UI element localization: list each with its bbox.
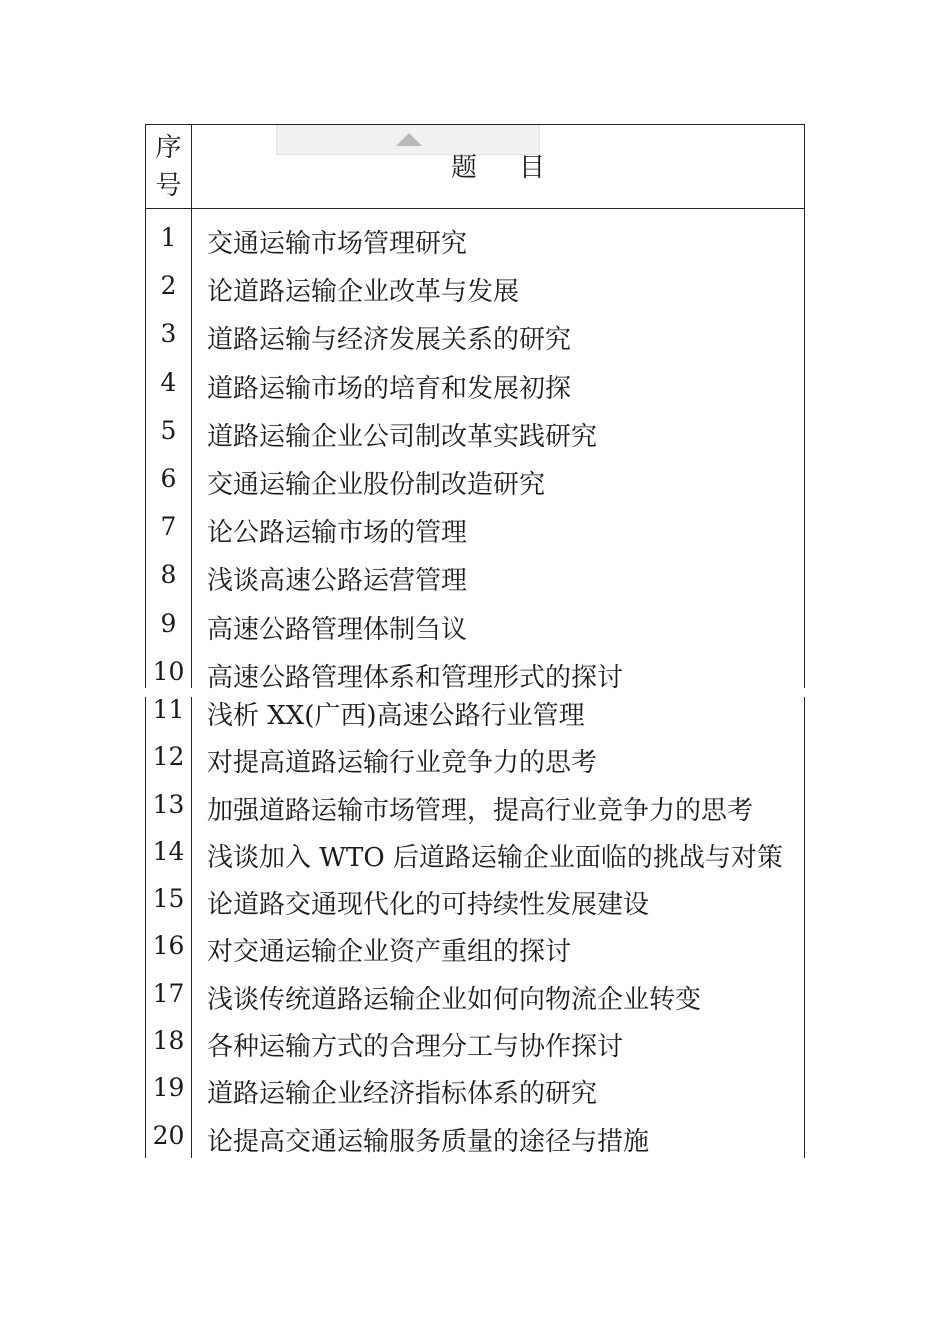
row-number: 6 — [160, 463, 177, 493]
row-number: 3 — [160, 319, 177, 349]
row-title: 论公路运输市场的管理 — [207, 518, 468, 549]
header-number-label — [146, 129, 191, 205]
row-number: 16 — [152, 931, 185, 961]
row-title: 道路运输与经济发展关系的研究 — [207, 325, 572, 356]
header-number-line-1: 序 — [155, 133, 182, 163]
table-row — [146, 601, 804, 649]
row-number: 7 — [160, 512, 177, 542]
row-title: 论提高交通运输服务质量的途径与措施 — [207, 1126, 650, 1157]
row-title: 论道路交通现代化的可持续性发展建设 — [207, 890, 650, 921]
row-number: 19 — [152, 1073, 185, 1103]
row-title: 对交通运输企业资产重组的探讨 — [207, 937, 572, 968]
table-row — [146, 687, 804, 734]
table-row — [146, 552, 804, 600]
table-row — [146, 923, 804, 970]
row-title: 浅析 XX(广西)高速公路行业管理 — [207, 701, 585, 731]
row-title: 浅谈高速公路运营管理 — [207, 566, 468, 597]
up-arrow-icon[interactable] — [396, 133, 422, 146]
table-row — [146, 1113, 804, 1160]
row-title: 浅谈传统道路运输企业如何向物流企业转变 — [207, 984, 702, 1015]
row-title: 浅谈加入 WTO 后道路运输企业面临的挑战与对策 — [207, 842, 783, 873]
table-row — [146, 408, 804, 456]
row-title: 对提高道路运输行业竞争力的思考 — [207, 748, 598, 779]
row-number: 20 — [152, 1120, 185, 1150]
table-row — [146, 360, 804, 408]
row-title: 论道路运输企业改革与发展 — [207, 277, 520, 308]
row-title: 高速公路管理体制刍议 — [207, 614, 468, 645]
table-header — [146, 125, 804, 209]
row-title: 道路运输市场的培育和发展初探 — [207, 373, 572, 404]
table-row — [146, 734, 804, 781]
table-body-part-1 — [146, 215, 804, 697]
table-row — [146, 456, 804, 504]
row-number: 2 — [160, 271, 177, 301]
row-title: 交通运输企业股份制改造研究 — [207, 469, 546, 500]
table-row — [146, 782, 804, 829]
table-row — [146, 876, 804, 923]
row-number: 11 — [152, 695, 185, 724]
row-number: 4 — [160, 367, 177, 397]
row-number: 14 — [152, 836, 185, 866]
table-row — [146, 311, 804, 359]
row-title: 道路运输企业经济指标体系的研究 — [207, 1079, 598, 1110]
row-number: 12 — [152, 742, 185, 772]
topic-table-part-1 — [145, 124, 805, 693]
table-row — [146, 215, 804, 263]
table-row — [146, 971, 804, 1018]
table-row — [146, 263, 804, 311]
row-number: 15 — [152, 884, 185, 914]
table-row — [146, 504, 804, 552]
table-body-part-2 — [146, 687, 804, 1160]
row-title: 交通运输市场管理研究 — [207, 229, 468, 259]
row-number: 13 — [152, 789, 185, 819]
row-title: 加强道路运输市场管理，提高行业竞争力的思考 — [207, 795, 754, 826]
topic-table-part-2 — [145, 697, 805, 1158]
table-row — [146, 1065, 804, 1112]
row-number: 18 — [152, 1026, 185, 1056]
row-number: 10 — [152, 656, 185, 686]
row-number: 5 — [160, 415, 177, 445]
row-title: 道路运输企业公司制改革实践研究 — [207, 421, 598, 452]
row-title: 高速公路管理体系和管理形式的探讨 — [207, 662, 624, 693]
row-number: 17 — [152, 978, 185, 1008]
header-title-label: 题目 — [450, 153, 587, 183]
table-row — [146, 1018, 804, 1065]
row-number: 1 — [160, 223, 177, 252]
row-number: 9 — [160, 608, 177, 638]
header-number-line-2: 号 — [155, 171, 182, 201]
row-number: 8 — [160, 560, 177, 590]
row-title: 各种运输方式的合理分工与协作探讨 — [207, 1032, 624, 1063]
table-row — [146, 829, 804, 876]
